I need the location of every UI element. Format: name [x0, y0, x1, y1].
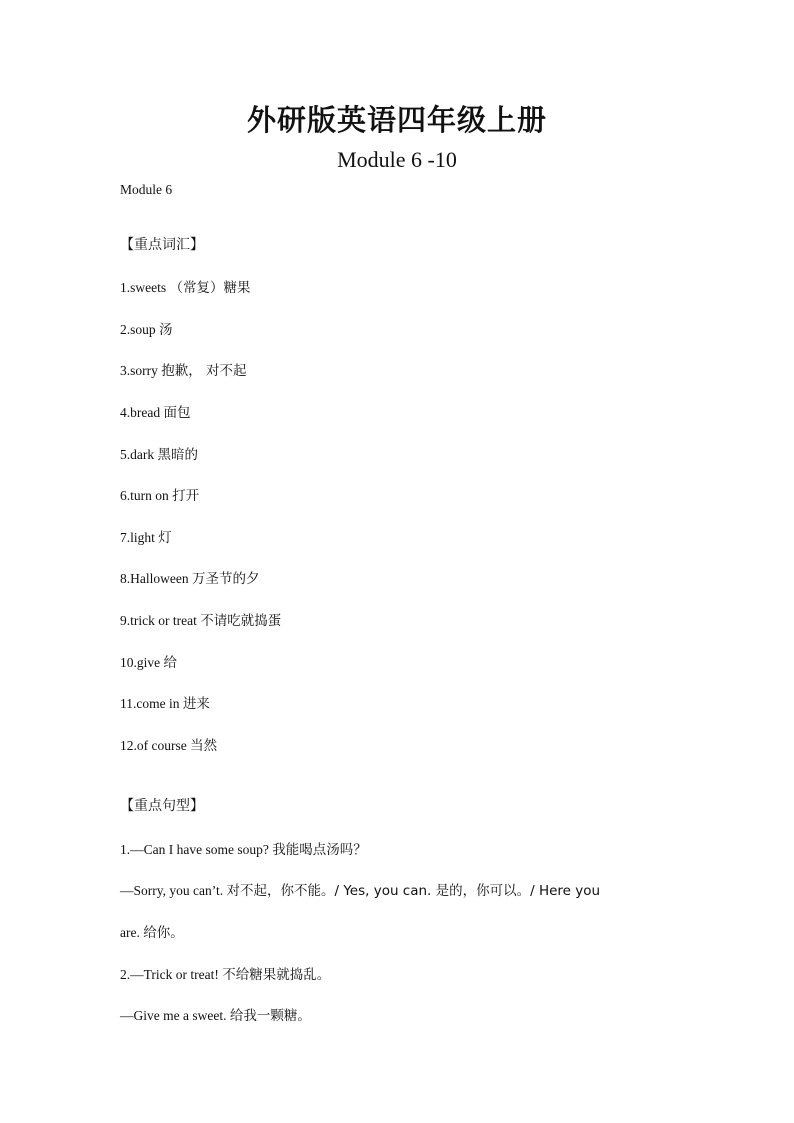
vocab-zh: 万圣节的夕 — [191, 571, 260, 587]
vocabulary-item — [120, 401, 190, 421]
vocab-en: 8.Halloween — [120, 571, 192, 586]
vocab-zh: （常复）糖果 — [169, 280, 251, 296]
vocabulary-item — [120, 526, 172, 546]
vocab-zh: 黑暗的 — [157, 447, 198, 463]
vocab-zh: 灯 — [158, 530, 172, 546]
vocab-en: 10.give — [120, 655, 164, 670]
sentence-line — [120, 838, 367, 858]
vocab-zh: 进来 — [182, 696, 210, 712]
vocab-en: 3.sorry — [120, 363, 162, 378]
vocab-en: 2.soup — [120, 322, 160, 337]
sentence-zh: 对不起，你不能。/ Yes, you can. 是的，你可以。/ Here you — [226, 883, 601, 899]
vocab-en: 1.sweets — [120, 280, 170, 295]
vocab-en: 11.come in — [120, 696, 183, 711]
page-title: 外研版英语四年级上册 — [246, 103, 547, 137]
sentences-heading: 【重点句型】 — [120, 798, 204, 814]
vocabulary-item — [120, 484, 199, 504]
sentence-en: 1.—Can I have some soup? — [120, 842, 273, 857]
vocabulary-item — [120, 567, 259, 587]
vocab-zh: 给 — [163, 655, 177, 671]
vocab-zh: 当然 — [190, 738, 218, 754]
vocabulary-item — [120, 734, 217, 754]
module-label: Module 6 — [120, 182, 173, 197]
vocab-zh: 抱歉， 对不起 — [161, 363, 247, 379]
vocab-zh: 不请吃就捣蛋 — [200, 613, 282, 629]
vocab-zh: 汤 — [159, 322, 173, 338]
vocab-zh: 打开 — [172, 488, 200, 504]
vocabulary-item — [120, 651, 177, 671]
vocab-en: 9.trick or treat — [120, 613, 201, 628]
sentence-zh: 给我一颗糖。 — [229, 1008, 311, 1024]
vocab-en: 7.light — [120, 530, 159, 545]
vocabulary-item — [120, 692, 210, 712]
sentence-en: 2.—Trick or treat! — [120, 967, 223, 982]
vocab-zh: 面包 — [163, 405, 191, 421]
vocabulary-item — [120, 276, 251, 296]
vocabulary-item — [120, 609, 281, 629]
sentence-en: —Give me a sweet. — [120, 1008, 230, 1023]
vocabulary-heading: 【重点词汇】 — [120, 237, 204, 253]
sentence-line — [120, 963, 330, 983]
sentence-line — [120, 921, 184, 941]
sentence-zh: 不给糖果就捣乱。 — [222, 967, 331, 983]
sentence-en: are. — [120, 925, 144, 940]
vocab-en: 5.dark — [120, 447, 158, 462]
sentence-zh: 给你。 — [143, 925, 184, 941]
vocab-en: 6.turn on — [120, 488, 173, 503]
vocabulary-item — [120, 318, 173, 338]
vocab-en: 4.bread — [120, 405, 164, 420]
sentence-zh: 我能喝点汤吗？ — [272, 842, 367, 858]
vocabulary-item — [120, 359, 247, 379]
sentence-line — [120, 1004, 311, 1024]
page-subtitle: Module 6 -10 — [337, 147, 457, 172]
sentence-line — [120, 879, 600, 899]
sentence-en: —Sorry, you can’t. — [120, 883, 227, 898]
vocab-en: 12.of course — [120, 738, 191, 753]
vocabulary-item — [120, 443, 198, 463]
